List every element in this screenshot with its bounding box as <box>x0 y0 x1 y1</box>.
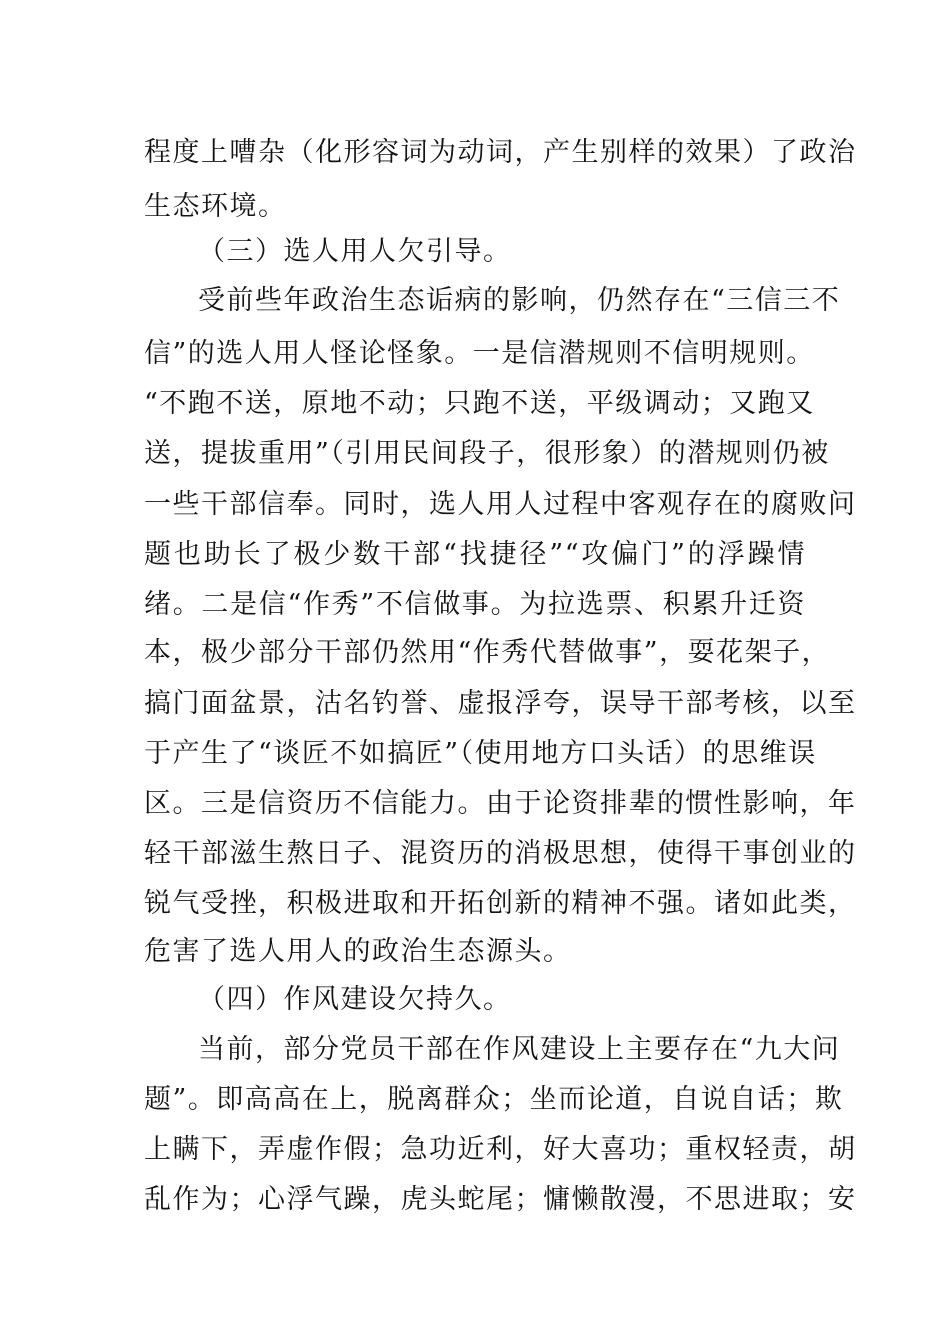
text-line: 绪。二是信“作秀”不信做事。为拉选票、积累升迁资 <box>144 589 806 620</box>
paragraph-first-line: 当前，部分党员干部在作风建设上主要存在“九大问 <box>198 1034 841 1065</box>
text-line: 乱作为；心浮气躁，虎头蛇尾；慵懒散漫，不思进取；安 <box>144 1184 857 1215</box>
text-line: 信”的选人用人怪论怪象。一是信潜规则不信明规则。 <box>144 338 815 369</box>
text-line: 危害了选人用人的政治生态源头。 <box>144 936 572 967</box>
text-line: 区。三是信资历不信能力。由于论资排辈的惯性影响，年 <box>144 788 857 819</box>
text-line: 送，提拔重用”（引用民间段子，很形象）的潜规则仍被 <box>144 438 830 469</box>
text-line: 于产生了“谈匠不如搞匠”（使用地方口头话）的思维误 <box>144 738 817 769</box>
text-line: 本，极少部分干部仍然用“作秀代替做事”，耍花架子， <box>144 637 831 668</box>
text-line: 搞门面盆景，沽名钓誉、虚报浮夸，误导干部考核，以至 <box>144 688 857 719</box>
text-line: 一些干部信奉。同时，选人用人过程中客观存在的腐败问 <box>144 489 857 520</box>
section-heading: （三）选人用人欠引导。 <box>198 236 512 267</box>
text-line: 生态环境。 <box>144 191 287 222</box>
section-heading: （四）作风建设欠持久。 <box>198 984 512 1015</box>
text-line: 锐气受挫，积极进取和开拓创新的精神不强。诸如此类， <box>144 888 857 919</box>
paragraph-first-line: 受前些年政治生态诟病的影响，仍然存在“三信三不 <box>198 285 841 316</box>
text-line: “不跑不送，原地不动；只跑不送，平级调动；又跑又 <box>144 388 815 419</box>
text-line: 程度上嘈杂（化形容词为动词，产生别样的效果）了政治 <box>144 137 857 168</box>
text-line: 上瞒下，弄虚作假；急功近利，好大喜功；重权轻责，胡 <box>144 1134 857 1165</box>
text-line: 题也助长了极少数干部“找捷径”“攻偏门”的浮躁情 <box>144 539 806 570</box>
text-line: 题”。即高高在上，脱离群众；坐而论道，自说自话；欺 <box>144 1084 844 1115</box>
text-line: 轻干部滋生熬日子、混资历的消极思想，使得干事创业的 <box>144 838 857 869</box>
